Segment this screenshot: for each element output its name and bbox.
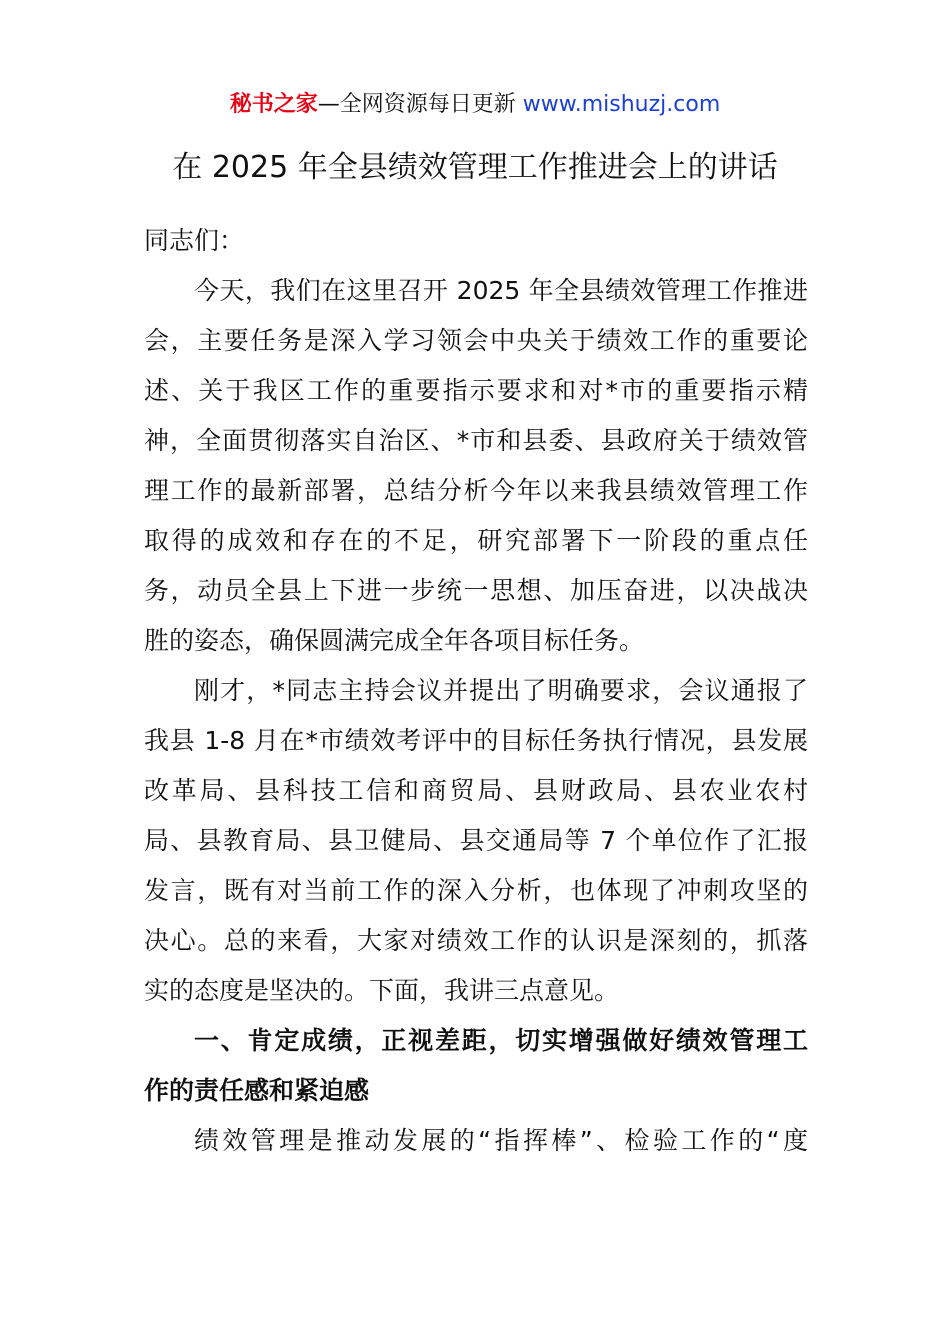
site-url-link[interactable]: www.mishuzj.com <box>522 92 721 117</box>
paragraph-line: 理工作的最新部署，总结分析今年以来我县绩效管理工作 <box>144 476 808 505</box>
paragraph-line: 务，动员全县上下进一步统一思想、加压奋进，以决战决 <box>144 576 808 605</box>
paragraph-line: 刚才，*同志主持会议并提出了明确要求，会议通报了 <box>194 676 808 705</box>
paragraph-line: 会，主要任务是深入学习领会中央关于绩效工作的重要论 <box>144 326 808 355</box>
paragraph-line: 我县 1-8 月在*市绩效考评中的目标任务执行情况，县发展 <box>144 726 808 755</box>
site-header <box>0 88 950 122</box>
paragraph-line: 取得的成效和存在的不足，研究部署下一阶段的重点任 <box>144 526 808 555</box>
document-body <box>144 216 808 1166</box>
paragraph-line: 述、关于我区工作的重要指示要求和对*市的重要指示精 <box>144 376 808 405</box>
section-heading: 一、肯定成绩，正视差距，切实增强做好绩效管理工 <box>194 1026 808 1055</box>
paragraph-line: 实的态度是坚决的。下面，我讲三点意见。 <box>144 976 620 1005</box>
paragraph-line: 绩效管理是推动发展的“指挥棒”、检验工作的“度 <box>194 1126 808 1155</box>
brand-name: 秘书之家 <box>229 92 318 117</box>
paragraph-line: 改革局、县科技工信和商贸局、县财政局、县农业农村 <box>144 776 808 805</box>
paragraph-line: 胜的姿态，确保圆满完成全年各项目标任务。 <box>144 626 645 655</box>
section-heading: 作的责任感和紧迫感 <box>144 1076 370 1105</box>
paragraph-line: 决心。总的来看，大家对绩效工作的认识是深刻的，抓落 <box>144 926 808 955</box>
paragraph-line: 发言，既有对当前工作的深入分析，也体现了冲刺攻坚的 <box>144 876 808 905</box>
salutation: 同志们： <box>144 226 245 255</box>
header-tagline: —全网资源每日更新 <box>317 92 523 117</box>
paragraph-line: 神，全面贯彻落实自治区、*市和县委、县政府关于绩效管 <box>144 426 808 455</box>
paragraph-line: 局、县教育局、县卫健局、县交通局等 7 个单位作了汇报 <box>144 826 808 855</box>
document-title: 在 2025 年全县绩效管理工作推进会上的讲话 <box>172 150 778 185</box>
paragraph-line: 今天，我们在这里召开 2025 年全县绩效管理工作推进 <box>194 276 808 305</box>
